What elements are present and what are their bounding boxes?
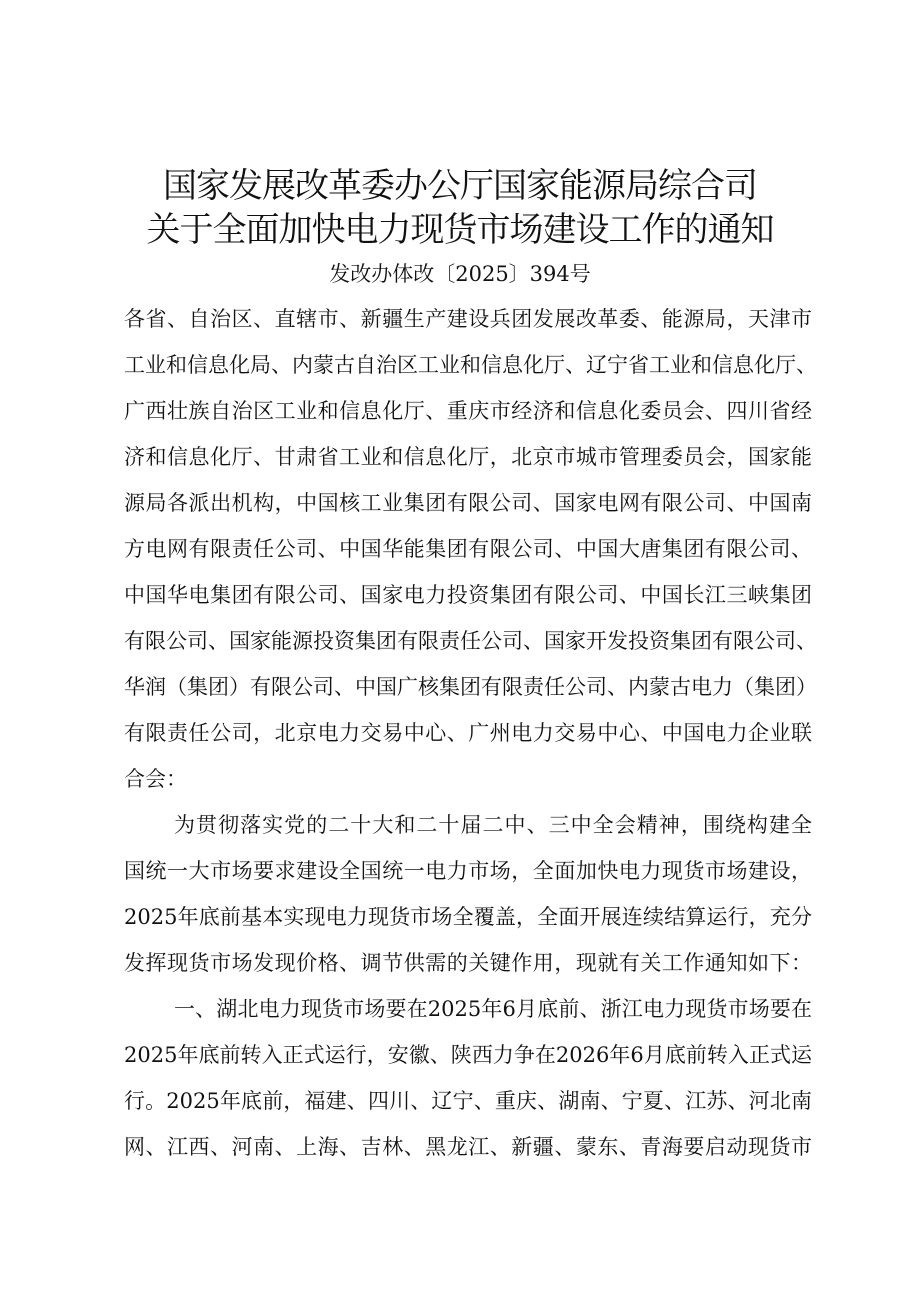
paragraph-2-line: 一、湖北电力现货市场要在2025年6月底前、浙江电力现货市场要在 — [174, 997, 812, 1021]
addressees-line: 源局各派出机构，中国核工业集团有限公司、国家电网有限公司、中国南 — [124, 491, 812, 515]
addressees-line: 各省、自治区、直辖市、新疆生产建设兵团发展改革委、能源局，天津市 — [124, 307, 812, 331]
addressees-line: 工业和信息化局、内蒙古自治区工业和信息化厅、辽宁省工业和信息化厅、 — [124, 353, 817, 377]
paragraph-1-line: 国统一大市场要求建设全国统一电力市场，全面加快电力现货市场建设， — [124, 859, 812, 883]
paragraph-2-line: 网、江西、河南、上海、吉林、黑龙江、新疆、蒙东、青海要启动现货市 — [124, 1135, 812, 1159]
paragraph-2-line: 2025年底前转入正式运行，安徽、陕西力争在2026年6月底前转入正式运 — [124, 1043, 812, 1067]
document-title-line-1: 国家发展改革委办公厅国家能源局综合司 — [163, 166, 757, 206]
paragraph-1-line: 发挥现货市场发现价格、调节供需的关键作用，现就有关工作通知如下： — [124, 951, 812, 975]
addressees-line: 华润（集团）有限公司、中国广核集团有限责任公司、内蒙古电力（集团） — [124, 675, 817, 699]
addressees-line: 合会： — [124, 767, 187, 791]
addressees-line: 济和信息化厅、甘肃省工业和信息化厅，北京市城市管理委员会，国家能 — [124, 445, 812, 469]
document-number: 发改办体改〔2025〕394号 — [329, 262, 591, 286]
addressees-line: 有限公司、国家能源投资集团有限责任公司、国家开发投资集团有限公司、 — [124, 629, 817, 653]
addressees-line: 中国华电集团有限公司、国家电力投资集团有限公司、中国长江三峡集团 — [124, 583, 812, 607]
addressees-line: 广西壮族自治区工业和信息化厅、重庆市经济和信息化委员会、四川省经 — [124, 399, 812, 423]
document-title-line-2: 关于全面加快电力现货市场建设工作的通知 — [146, 210, 774, 250]
paragraph-1-line: 2025年底前基本实现电力现货市场全覆盖，全面开展连续结算运行，充分 — [124, 905, 812, 929]
addressees-line: 有限责任公司，北京电力交易中心、广州电力交易中心、中国电力企业联 — [124, 721, 812, 745]
paragraph-1-line: 为贯彻落实党的二十大和二十届二中、三中全会精神，围绕构建全 — [174, 813, 812, 837]
paragraph-2-line: 行。2025年底前，福建、四川、辽宁、重庆、湖南、宁夏、江苏、河北南 — [124, 1089, 812, 1113]
addressees-line: 方电网有限责任公司、中国华能集团有限公司、中国大唐集团有限公司、 — [124, 537, 812, 561]
